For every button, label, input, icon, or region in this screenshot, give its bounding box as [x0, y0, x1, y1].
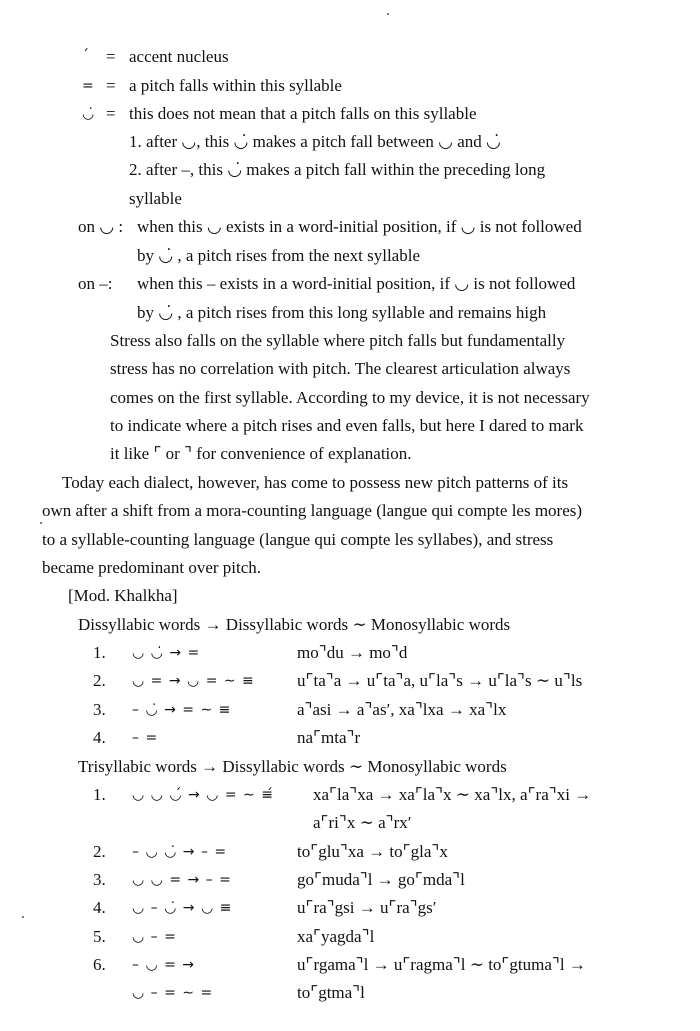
row-pattern: ◡ – =: [132, 929, 177, 945]
note-label: on ◡ :: [78, 217, 124, 236]
row-pattern: ◡ – ◡̇ → ◡ ≡: [132, 900, 233, 916]
row-pattern: – =: [132, 730, 159, 746]
note-label: on –:: [78, 274, 113, 293]
row-number: 4.: [93, 728, 106, 747]
row-number: 3.: [93, 700, 106, 719]
row-example-continued: to⌜gtma⌝l: [297, 983, 365, 1002]
row-example: u⌜rgama⌝l → u⌜ragma⌝l ∼ to⌜gtuma⌝l →: [297, 955, 586, 974]
legend-subitem: 2. after –, this ◡̇ makes a pitch fall within the preceding long: [129, 160, 546, 179]
row-pattern: ◡ ◡ ◡́ → ◡ = ∼ ≡́: [132, 787, 274, 803]
body-paragraph-line: Today each dialect, however, has come to possess new pitch patterns of its: [62, 473, 569, 492]
row-example: mo⌝du → mo⌝d: [297, 643, 408, 662]
note-text: when this ◡ exists in a word-initial position, if ◡ is not followed: [137, 217, 582, 236]
legend-subitem: 1. after ◡, this ◡̇ makes a pitch fall between ◡ and ◡̇: [129, 132, 501, 151]
stress-paragraph-line: Stress also falls on the syllable where pitch falls but fundamentally: [110, 331, 566, 350]
legend-symbol: ´: [82, 48, 90, 64]
row-number: 4.: [93, 898, 106, 917]
scan-dot: [387, 13, 389, 15]
legend-text: accent nucleus: [129, 47, 229, 66]
row-example: na⌜mta⌝r: [297, 728, 361, 747]
scan-dot: [22, 916, 24, 918]
row-pattern: ◡ ◡ = → – =: [132, 872, 232, 888]
row-number: 5.: [93, 927, 106, 946]
table-heading: Dissyllabic words → Dissyllabic words ∼ Monosyllabic words: [78, 615, 511, 634]
section-title: [Mod. Khalkha]: [68, 586, 178, 605]
body-paragraph-line: to a syllable-counting language (langue qui compte les syllabes), and stress: [42, 530, 554, 549]
legend-symbol: =: [82, 78, 95, 94]
body-paragraph-line: became predominant over pitch.: [42, 558, 262, 577]
row-example: to⌜glu⌝xa → to⌜gla⌝x: [297, 842, 448, 861]
stress-paragraph-line: to indicate where a pitch rises and even falls, but here I dared to mark: [110, 416, 584, 435]
row-example: xa⌜la⌝xa → xa⌜la⌝x ∼ xa⌝lx, a⌜ra⌝xi →: [313, 785, 592, 804]
note-text: by ◡̇ , a pitch rises from this long syllable and remains high: [137, 303, 547, 322]
row-number: 6.: [93, 955, 106, 974]
row-example: go⌜muda⌝l → go⌜mda⌝l: [297, 870, 465, 889]
stress-paragraph-line: it like ⌜ or ⌝ for convenience of explanation.: [110, 444, 412, 463]
stress-paragraph-line: comes on the first syllable. According to my device, it is not necessary: [110, 388, 590, 407]
row-number: 1.: [93, 643, 106, 662]
row-example: u⌜ta⌝a → u⌜ta⌝a, u⌜la⌝s → u⌜la⌝s ∼ u⌝ls: [297, 671, 583, 690]
row-number: 1.: [93, 785, 106, 804]
row-example: u⌜ra⌝gsi → u⌜ra⌝gs′: [297, 898, 437, 917]
row-number: 2.: [93, 671, 106, 690]
scan-dot: [40, 522, 42, 524]
stress-paragraph-line: stress has no correlation with pitch. The clearest articulation always: [110, 359, 571, 378]
legend-equals: =: [106, 104, 116, 123]
legend-symbol: ◡̇: [82, 106, 96, 122]
legend-equals: =: [106, 47, 116, 66]
row-pattern: – ◡ = →: [132, 957, 196, 973]
row-pattern: ◡ = → ◡ = ∼ ≡: [132, 673, 255, 689]
row-example: xa⌜yagda⌝l: [297, 927, 375, 946]
legend-equals: =: [106, 76, 116, 95]
row-pattern: – ◡ ◡̇ → – =: [132, 844, 228, 860]
row-example: a⌝asi → a⌝as′, xa⌝lxa → xa⌝lx: [297, 700, 507, 719]
row-pattern: ◡ ◡̇ → =: [132, 645, 201, 661]
row-number: 2.: [93, 842, 106, 861]
legend-text: this does not mean that a pitch falls on this syllable: [129, 104, 477, 123]
note-text: by ◡̇ , a pitch rises from the next syllable: [137, 246, 420, 265]
row-pattern: – ◡̇ → = ∼ ≡: [132, 702, 232, 718]
legend-text: a pitch falls within this syllable: [129, 76, 342, 95]
row-number: 3.: [93, 870, 106, 889]
note-text: when this – exists in a word-initial position, if ◡ is not followed: [137, 274, 576, 293]
body-paragraph-line: own after a shift from a mora-counting language (langue qui compte les mores): [42, 501, 583, 520]
legend-subitem: syllable: [129, 189, 182, 208]
table-heading: Trisyllabic words → Dissyllabic words ∼ Monosyllabic words: [78, 757, 507, 776]
row-example-continued: a⌜ri⌝x ∼ a⌝rx′: [313, 813, 412, 832]
row-pattern-continued: ◡ – = ∼ =: [132, 985, 214, 1001]
